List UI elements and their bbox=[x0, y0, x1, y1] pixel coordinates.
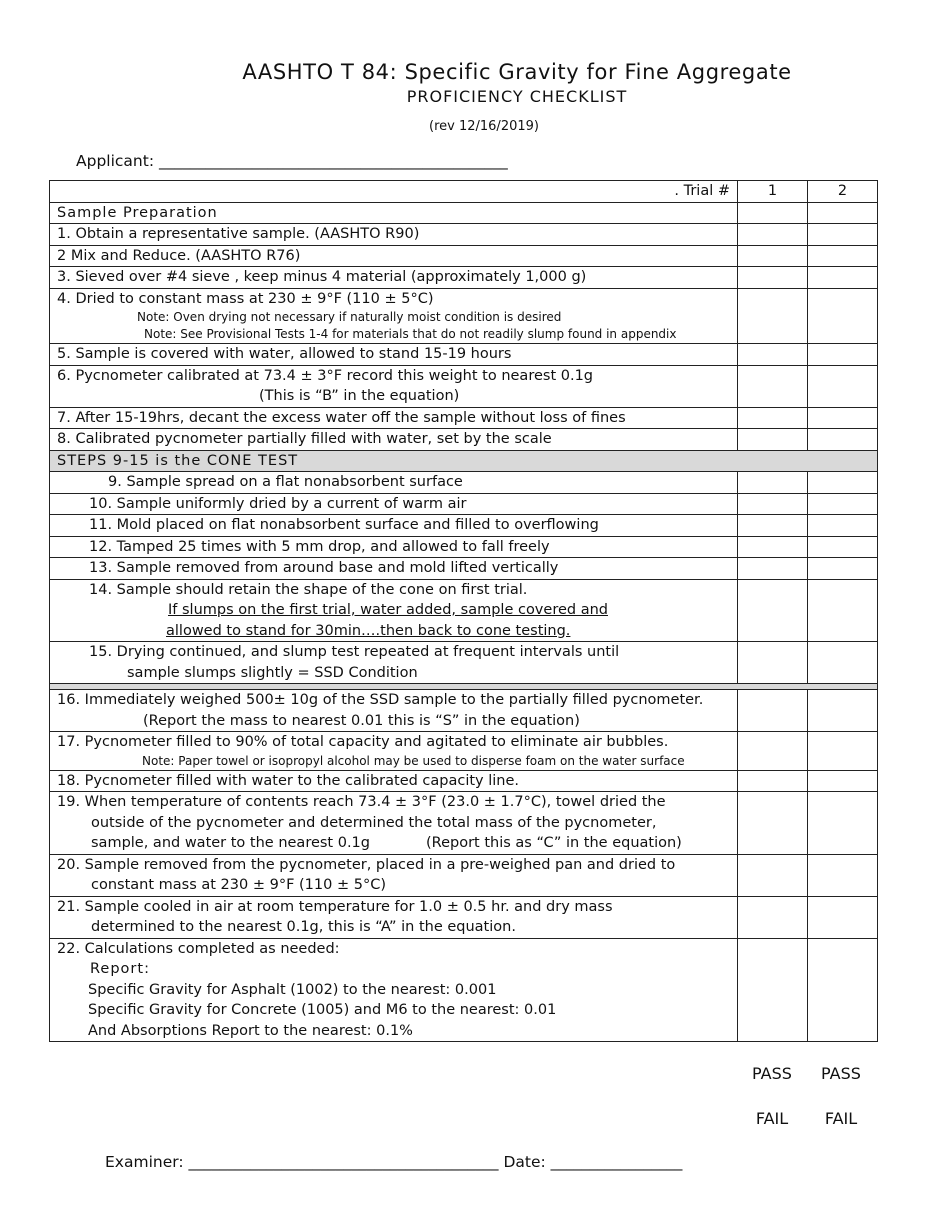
step-text: 10. Sample uniformly dried by a current of warm air bbox=[89, 495, 467, 512]
trial-label: . Trial # bbox=[50, 181, 738, 203]
table-row bbox=[50, 288, 878, 344]
step-text: 16. Immediately weighed 500± 10g of the SSD sample to the partially filled pycnometer. bbox=[57, 692, 704, 708]
step-cell bbox=[50, 896, 738, 938]
step-cell bbox=[50, 288, 738, 344]
step-text: 7. After 15-19hrs, decant the excess water off the sample without loss of fines bbox=[50, 407, 738, 429]
report-line: And Absorptions Report to the nearest: 0.1% bbox=[88, 1022, 413, 1039]
step-cell bbox=[50, 938, 738, 1042]
trial-1-cell[interactable] bbox=[738, 896, 808, 938]
step-cell bbox=[50, 732, 738, 771]
step-text: 14. Sample should retain the shape of the cone on first trial. bbox=[89, 581, 528, 598]
date-label: Date: bbox=[503, 1153, 546, 1171]
table-row bbox=[50, 732, 878, 771]
table-row bbox=[50, 792, 878, 855]
step-continuation: constant mass at 230 ± 9°F (110 ± 5°C) bbox=[91, 877, 386, 893]
step-cell bbox=[50, 642, 738, 684]
step-cell bbox=[50, 558, 738, 580]
step-text: 11. Mold placed on flat nonabsorbent surface and filled to overflowing bbox=[89, 517, 599, 533]
trial-2-cell[interactable] bbox=[808, 642, 878, 684]
step-text: 18. Pycnometer filled with water to the calibrated capacity line. bbox=[50, 770, 738, 792]
trial-1-cell[interactable] bbox=[738, 202, 808, 224]
trial-1-cell[interactable] bbox=[738, 245, 808, 267]
step-text: 17. Pycnometer filled to 90% of total capacity and agitated to eliminate air bubbles. bbox=[57, 734, 669, 750]
step-text: 3. Sieved over #4 sieve , keep minus 4 material (approximately 1,000 g) bbox=[50, 267, 738, 289]
table-row bbox=[50, 267, 878, 289]
trial-1-cell[interactable] bbox=[738, 854, 808, 896]
trial-1-cell[interactable] bbox=[738, 732, 808, 771]
step-cell bbox=[50, 365, 738, 407]
step-text: 5. Sample is covered with water, allowed to stand 15-19 hours bbox=[50, 344, 738, 366]
step-text: 20. Sample removed from the pycnometer, placed in a pre-weighed pan and dried to bbox=[57, 856, 676, 873]
revision-date: (rev 12/16/2019) bbox=[429, 119, 539, 134]
trial-1-cell[interactable] bbox=[738, 536, 808, 558]
table-row bbox=[50, 690, 878, 732]
section-label: STEPS 9-15 is the CONE TEST bbox=[50, 450, 878, 472]
step-cell bbox=[50, 579, 738, 642]
table-row bbox=[50, 536, 878, 558]
fail-trial-2[interactable]: FAIL bbox=[824, 1109, 858, 1128]
step-continuation: (This is “B” in the equation) bbox=[259, 388, 460, 404]
trial-1-cell[interactable] bbox=[738, 472, 808, 494]
trial-1-cell[interactable] bbox=[738, 429, 808, 451]
trial-2-cell[interactable] bbox=[808, 938, 878, 1042]
table-row bbox=[50, 938, 878, 1042]
trial-2-cell[interactable] bbox=[808, 896, 878, 938]
trial-1-cell[interactable] bbox=[738, 792, 808, 855]
checklist-table bbox=[49, 180, 878, 1042]
trial-1-cell[interactable] bbox=[738, 267, 808, 289]
trial-1-cell[interactable] bbox=[738, 493, 808, 515]
table-row bbox=[50, 224, 878, 246]
report-line: Specific Gravity for Concrete (1005) and M6 to the nearest: 0.01 bbox=[88, 1002, 557, 1018]
step-continuation: outside of the pycnometer and determined the total mass of the pycnometer, bbox=[91, 814, 657, 831]
step-cell bbox=[50, 854, 738, 896]
trial-1-cell[interactable] bbox=[738, 642, 808, 684]
trial-2-cell[interactable] bbox=[808, 202, 878, 224]
step-text: (Report this as “C” in the equation) bbox=[426, 835, 682, 851]
trial-2-cell[interactable] bbox=[808, 224, 878, 246]
table-row bbox=[50, 579, 878, 642]
trial-1-cell[interactable] bbox=[738, 690, 808, 732]
applicant-field[interactable] bbox=[76, 152, 508, 170]
underlined-text: allowed to stand for 30min….then back to cone testing. bbox=[166, 622, 571, 639]
step-text: 21. Sample cooled in air at room temperature for 1.0 ± 0.5 hr. and dry mass bbox=[57, 898, 613, 915]
table-row bbox=[50, 854, 878, 896]
step-text: 13. Sample removed from around base and mold lifted vertically bbox=[89, 560, 559, 576]
step-cell bbox=[50, 515, 738, 537]
trial-2-header: 2 bbox=[808, 181, 878, 203]
step-text: 9. Sample spread on a flat nonabsorbent surface bbox=[108, 474, 463, 490]
step-text: 8. Calibrated pycnometer partially filled with water, set by the scale bbox=[50, 429, 738, 451]
step-text: 12. Tamped 25 times with 5 mm drop, and allowed to fall freely bbox=[89, 538, 550, 555]
step-text: 15. Drying continued, and slump test repeated at frequent intervals until bbox=[89, 644, 620, 660]
date-line[interactable]: _________________ bbox=[550, 1153, 683, 1171]
trial-2-cell[interactable] bbox=[808, 854, 878, 896]
step-note: Note: See Provisional Tests 1-4 for materials that do not readily slump found in appendix bbox=[144, 327, 677, 341]
trial-2-cell[interactable] bbox=[808, 288, 878, 344]
trial-1-cell[interactable] bbox=[738, 579, 808, 642]
step-continuation: determined to the nearest 0.1g, this is “A” in the equation. bbox=[91, 919, 516, 935]
step-text: 2 Mix and Reduce. (AASHTO R76) bbox=[50, 245, 738, 267]
pass-trial-1[interactable]: PASS bbox=[752, 1064, 792, 1083]
table-row bbox=[50, 429, 878, 451]
trial-2-cell[interactable] bbox=[808, 536, 878, 558]
step-continuation: (Report the mass to nearest 0.01 this is “S” in the equation) bbox=[143, 712, 580, 729]
trial-1-cell[interactable] bbox=[738, 365, 808, 407]
trial-1-cell[interactable] bbox=[738, 515, 808, 537]
trial-2-cell[interactable] bbox=[808, 792, 878, 855]
table-row bbox=[50, 245, 878, 267]
step-text: 19. When temperature of contents reach 73.4 ± 3°F (23.0 ± 1.7°C), towel dried the bbox=[57, 794, 666, 810]
table-row bbox=[50, 472, 878, 494]
trial-1-header: 1 bbox=[738, 181, 808, 203]
section-sample-preparation bbox=[50, 202, 878, 224]
trial-1-cell[interactable] bbox=[738, 770, 808, 792]
fail-trial-1[interactable]: FAIL bbox=[755, 1109, 789, 1128]
trial-2-cell[interactable] bbox=[808, 407, 878, 429]
trial-2-cell[interactable] bbox=[808, 245, 878, 267]
step-note: Note: Oven drying not necessary if naturally moist condition is desired bbox=[137, 310, 562, 324]
applicant-label: Applicant: bbox=[76, 152, 155, 170]
document-title: AASHTO T 84: Specific Gravity for Fine Aggregate bbox=[242, 60, 792, 84]
trial-1-cell[interactable] bbox=[738, 407, 808, 429]
trial-1-cell[interactable] bbox=[738, 938, 808, 1042]
trial-2-cell[interactable] bbox=[808, 579, 878, 642]
step-text: 4. Dried to constant mass at 230 ± 9°F (110 ± 5°C) bbox=[57, 290, 434, 307]
report-line: Specific Gravity for Asphalt (1002) to the nearest: 0.001 bbox=[88, 981, 497, 998]
step-cell bbox=[50, 690, 738, 732]
trial-2-cell[interactable] bbox=[808, 429, 878, 451]
table-row bbox=[50, 365, 878, 407]
underlined-text: If slumps on the first trial, water added, sample covered and bbox=[168, 602, 608, 618]
table-row bbox=[50, 642, 878, 684]
step-text: 1. Obtain a representative sample. (AASHTO R90) bbox=[50, 224, 738, 246]
trial-2-cell[interactable] bbox=[808, 472, 878, 494]
step-text: 6. Pycnometer calibrated at 73.4 ± 3°F record this weight to nearest 0.1g bbox=[57, 367, 593, 384]
table-row bbox=[50, 493, 878, 515]
section-label: Sample Preparation bbox=[50, 202, 738, 224]
trial-2-cell[interactable] bbox=[808, 690, 878, 732]
pass-trial-2[interactable]: PASS bbox=[821, 1064, 861, 1083]
step-cell bbox=[50, 792, 738, 855]
step-continuation bbox=[57, 600, 730, 621]
trial-2-cell[interactable] bbox=[808, 365, 878, 407]
examiner-label: Examiner: bbox=[105, 1153, 184, 1171]
examiner-line[interactable]: ________________________________________ bbox=[188, 1153, 499, 1171]
step-continuation bbox=[57, 621, 730, 642]
table-row bbox=[50, 407, 878, 429]
document-subtitle: PROFICIENCY CHECKLIST bbox=[406, 87, 628, 106]
trial-2-cell[interactable] bbox=[808, 267, 878, 289]
trial-1-cell[interactable] bbox=[738, 344, 808, 366]
step-note: Note: Paper towel or isopropyl alcohol may be used to disperse foam on the water surface bbox=[142, 753, 685, 768]
trial-2-cell[interactable] bbox=[808, 493, 878, 515]
table-row bbox=[50, 515, 878, 537]
step-cell bbox=[50, 493, 738, 515]
trial-2-cell[interactable] bbox=[808, 770, 878, 792]
trial-2-cell[interactable] bbox=[808, 732, 878, 771]
examiner-date-row bbox=[105, 1153, 682, 1171]
step-cell bbox=[50, 536, 738, 558]
step-text: 22. Calculations completed as needed: bbox=[57, 940, 340, 957]
trial-2-cell[interactable] bbox=[808, 558, 878, 580]
step-text: sample, and water to the nearest 0.1g bbox=[91, 835, 370, 851]
table-header-row bbox=[50, 181, 878, 203]
trial-2-cell[interactable] bbox=[808, 344, 878, 366]
step-cell bbox=[50, 472, 738, 494]
trial-2-cell[interactable] bbox=[808, 515, 878, 537]
section-cone-test bbox=[50, 450, 878, 472]
report-label: Report: bbox=[90, 961, 150, 977]
trial-1-cell[interactable] bbox=[738, 558, 808, 580]
table-row bbox=[50, 770, 878, 792]
table-row bbox=[50, 558, 878, 580]
trial-1-cell[interactable] bbox=[738, 224, 808, 246]
table-row bbox=[50, 344, 878, 366]
table-row bbox=[50, 896, 878, 938]
step-continuation bbox=[57, 833, 730, 854]
step-continuation: sample slumps slightly = SSD Condition bbox=[127, 664, 418, 681]
trial-1-cell[interactable] bbox=[738, 288, 808, 344]
applicant-line: _____________________________________________ bbox=[158, 152, 508, 170]
